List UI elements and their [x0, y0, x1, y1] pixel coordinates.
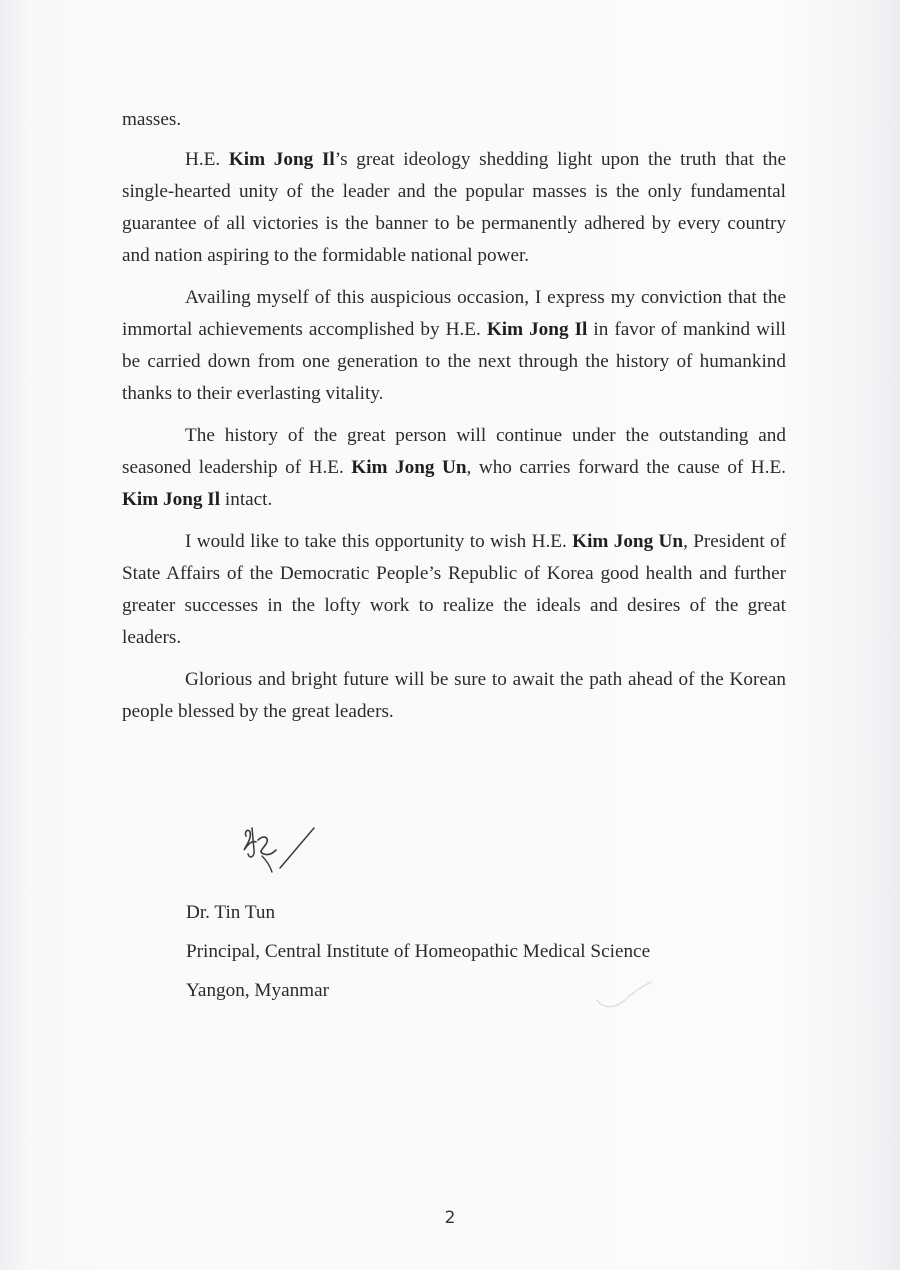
paragraph-3-text-d: intact. [220, 489, 273, 510]
letter-body [122, 104, 786, 738]
signer-title: Principal, Central Institute of Homeopathic Medical Science [186, 941, 651, 962]
paragraph-4-text-a: I would like to take this opportunity to wish H.E. [185, 531, 573, 552]
paragraph-4 [122, 526, 786, 654]
paragraph-0 [122, 104, 786, 136]
paragraph-3-text-c: , who carries forward the cause of H.E. [466, 457, 786, 478]
paragraph-1-text-a: H.E. [185, 149, 229, 170]
signer-block [186, 897, 650, 1014]
paragraph-2-bold-name: Kim Jong Il [486, 319, 588, 340]
paragraph-1 [122, 144, 786, 272]
paragraph-1-text-c: ’s great ideology shedding light upon the truth that the single-hearted unity of the leader and the popular masses is the only fundamental guarantee of all victories is the banner to be permanently adhered by every country and nation aspiring to the formidable national power. [122, 149, 786, 266]
paragraph-2 [122, 282, 786, 410]
paragraph-0-text: masses. [122, 109, 182, 130]
paragraph-4-bold-name: Kim Jong Un [572, 531, 684, 552]
paragraph-2-text-a: Availing myself of this auspicious occasion, I express my conviction that the immortal achievements accomplished by H.E. [122, 287, 786, 340]
paragraph-5-text: Glorious and bright future will be sure to await the path ahead of the Korean people blessed by the great leaders. [122, 669, 786, 722]
paragraph-3 [122, 420, 786, 516]
page-number: 2 [444, 1208, 456, 1228]
paragraph-2-text-c: in favor of mankind will be carried down from one generation to the next through the history of humankind thanks to their everlasting vitality. [122, 319, 786, 404]
paragraph-3-text-a: The history of the great person will continue under the outstanding and seasoned leadership of H.E. [122, 425, 786, 478]
paragraph-5 [122, 664, 786, 728]
paragraph-1-bold-name: Kim Jong Il [228, 149, 335, 170]
paragraph-4-text-c: , President of State Affairs of the Democratic People’s Republic of Korea good health and further greater successes in the lofty work to realize the ideals and desires of the great leaders. [122, 531, 786, 648]
faint-pen-mark [595, 978, 655, 1012]
paragraph-3-bold-name-1: Kim Jong Un [351, 457, 467, 478]
handwritten-signature [240, 820, 320, 876]
signer-location: Yangon, Myanmar [186, 980, 330, 1001]
signer-name: Dr. Tin Tun [186, 902, 276, 923]
paragraph-3-bold-name-2: Kim Jong Il [122, 489, 221, 510]
